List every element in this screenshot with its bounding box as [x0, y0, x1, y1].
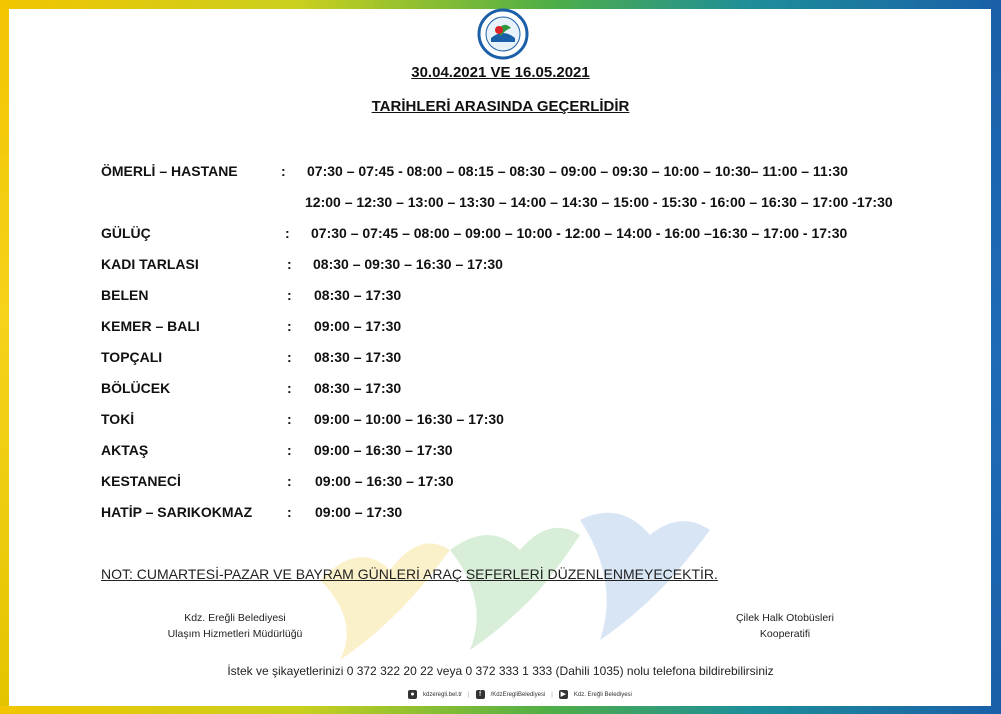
weekend-note: NOT: CUMARTESİ-PAZAR VE BAYRAM GÜNLERİ ARAÇ SEFERLERİ DÜZENLENMEYECEKTİR.: [101, 566, 718, 582]
route-name: KADI TARLASI: [101, 256, 199, 272]
route-name: BELEN: [101, 287, 149, 303]
route-times: 08:30 – 09:30 – 16:30 – 17:30: [313, 256, 503, 272]
bird-watermark: [300, 510, 720, 670]
route-times: 09:00 – 17:30: [314, 318, 402, 334]
divider: |: [468, 691, 470, 698]
route-colon: :: [287, 318, 292, 334]
facebook-link[interactable]: /KdzEregliBelediyesi: [490, 691, 546, 698]
web-icon: ●: [408, 690, 417, 699]
date-range-title: 30.04.2021 VE 16.05.2021: [411, 64, 590, 81]
youtube-link[interactable]: Kdz. Ereğli Belediyesi: [573, 691, 632, 698]
municipality-logo: [477, 8, 529, 60]
contact-info: İstek ve şikayetlerinizi 0 372 322 20 22 veya 0 372 333 1 333 (Dahili 1035) nolu telefona bildirebilirsiniz: [227, 664, 774, 678]
route-colon: :: [285, 225, 290, 241]
route-name: GÜLÜÇ: [101, 225, 151, 241]
signature-line: Kooperatifi: [759, 628, 811, 640]
web-link[interactable]: kdzeregli.bel.tr: [423, 691, 463, 698]
youtube-icon: ▶: [560, 691, 567, 698]
facebook-icon: f: [476, 690, 485, 699]
route-name: BÖLÜCEK: [101, 380, 171, 396]
route-name: TOKİ: [101, 411, 135, 427]
route-colon: :: [281, 163, 286, 179]
route-colon: :: [287, 287, 292, 303]
route-times: 08:30 – 17:30: [314, 287, 402, 303]
route-times: 09:00 – 10:00 – 16:30 – 17:30: [314, 411, 504, 427]
route-times: 09:00 – 16:30 – 17:30: [314, 442, 453, 458]
route-name: KEMER – BALI: [101, 318, 200, 334]
route-name: TOPÇALI: [101, 349, 163, 365]
signature-municipality: [150, 610, 320, 642]
border-bottom: [0, 706, 1001, 714]
route-colon: :: [287, 411, 292, 427]
route-colon: :: [287, 380, 292, 396]
route-times: 08:30 – 17:30: [314, 349, 402, 365]
route-colon: :: [287, 504, 292, 520]
route-times: 09:00 – 16:30 – 17:30: [315, 473, 454, 489]
route-colon: :: [287, 442, 292, 458]
route-times: 09:00 – 17:30: [315, 504, 403, 520]
signature-line: Çilek Halk Otobüsleri: [735, 612, 835, 624]
route-colon: :: [287, 349, 292, 365]
signature-line: Kdz. Ereğli Belediyesi: [184, 612, 286, 624]
route-times: 07:30 – 07:45 - 08:00 – 08:15 – 08:30 – 09:00 – 09:30 – 10:00 – 10:30– 11:00 – 11:30: [307, 163, 848, 179]
route-name: KESTANECİ: [101, 473, 181, 489]
route-times: 12:00 – 12:30 – 13:00 – 13:30 – 14:00 – 14:30 – 15:00 - 15:30 - 16:00 – 16:30 – 17:00 -17:30: [305, 194, 893, 210]
signature-cooperative: [700, 610, 870, 642]
route-colon: :: [287, 256, 292, 272]
route-colon: :: [287, 473, 292, 489]
route-name: HATİP – SARIKOKMAZ: [101, 504, 253, 520]
route-name: ÖMERLİ – HASTANE: [101, 163, 238, 179]
route-times: 08:30 – 17:30: [314, 380, 402, 396]
signature-line: Ulaşım Hizmetleri Müdürlüğü: [167, 628, 303, 640]
route-name: AKTAŞ: [101, 442, 149, 458]
social-footer: [408, 690, 632, 699]
route-times: 07:30 – 07:45 – 08:00 – 09:00 – 10:00 - 12:00 – 14:00 - 16:00 –16:30 – 17:00 - 17:30: [311, 225, 848, 241]
validity-title: TARİHLERİ ARASINDA GEÇERLİDİR: [371, 98, 630, 115]
divider: |: [551, 691, 553, 698]
